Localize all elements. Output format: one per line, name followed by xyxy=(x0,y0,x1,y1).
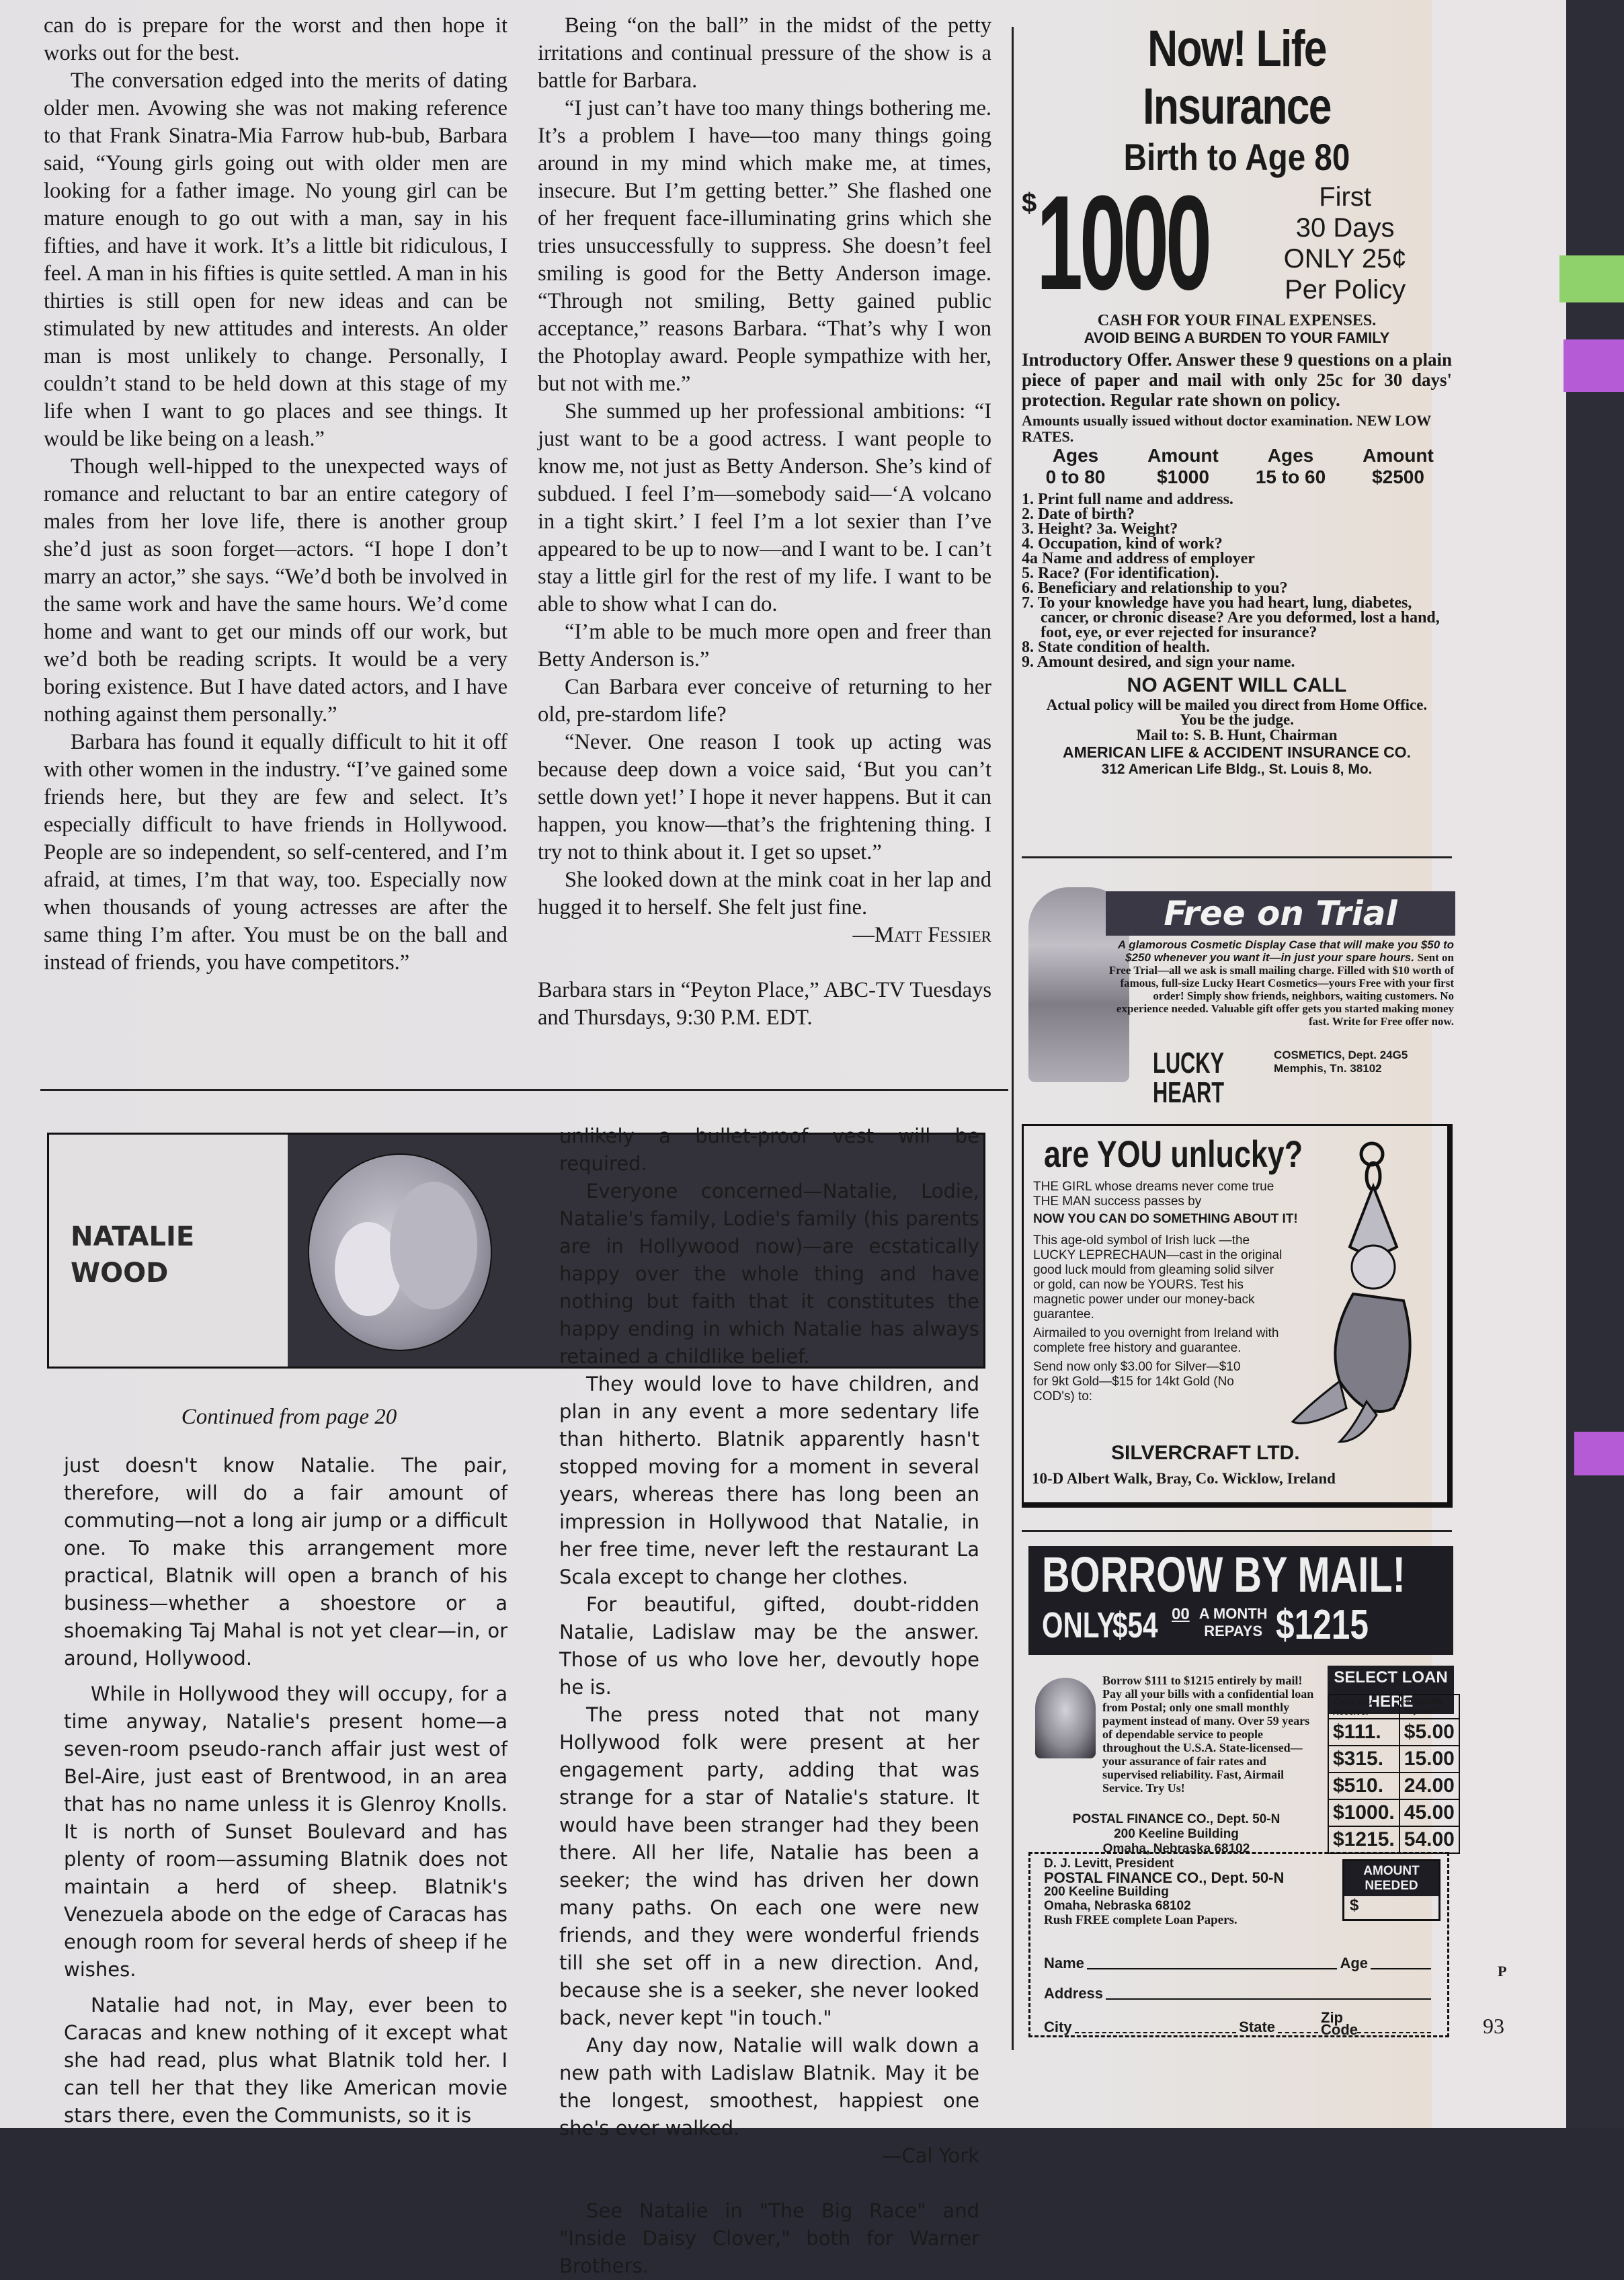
paragraph: Being “on the ball” in the midst of the petty irritations and continual pressure of the show is a battle for Barbara. xyxy=(538,13,991,93)
borrow-banner xyxy=(1028,1546,1453,1655)
ad-line: THE GIRL whose dreams never come true xyxy=(1033,1180,1274,1194)
address-field[interactable] xyxy=(1044,1985,1434,2002)
paragraph: just doesn't know Natalie. The pair, therefore, will do a fair amount of commuting—not a long air jump or a difficult one. To make this arrangement more practical, Blatnik will open a branch of his business—whether a shoestore or a shoemaking Taj Mahal is not yet clear—in, or around, Hollywood. xyxy=(64,1454,508,1670)
rates-header: Ages xyxy=(1267,445,1314,466)
intro-text: Introductory Offer. Answer these 9 questions on a plain piece of paper and mail with only 25c for 30 days' protection. Regular rate shown on policy. xyxy=(1022,350,1452,410)
coupon-request: Rush FREE complete Loan Papers. xyxy=(1044,1913,1237,1927)
cash-cell[interactable]: $510. xyxy=(1328,1773,1399,1799)
amount-needed-input[interactable] xyxy=(1344,1896,1438,1919)
age-label: Age xyxy=(1340,1955,1368,1971)
margin-mark: P xyxy=(1498,1963,1507,1980)
natalie-article-column-2 xyxy=(559,1123,979,2280)
mail-to: Mail to: S. B. Hunt, Chairman xyxy=(1136,727,1338,743)
only-label: ONLY xyxy=(1042,1605,1115,1645)
ad-paragraph: Send now only $3.00 for Silver—$10 for 9kt Gold—$15 for 14kt Gold (No COD's) to: xyxy=(1033,1360,1241,1403)
repays-label: REPAYS xyxy=(1204,1623,1263,1639)
questions-list xyxy=(1022,492,1452,669)
rates-header: Amount xyxy=(1363,445,1434,466)
lucky-heart-body: Sent on Free Trial—all we ask is small mailing charge. Filled with $10 worth of famous, full-size Lucky Heart Cosmetics—yours Free with your first order! Simply show friends, neighbors, waiting customers. No experience needed. Valuable gift offer gets you started making money fast. Write for Free offer now. xyxy=(1108,951,1454,1028)
leprechaun-ad xyxy=(1022,1124,1453,1508)
purple-sticky-tab-lower[interactable] xyxy=(1574,1432,1624,1475)
question: 9. Amount desired, and sign your name. xyxy=(1022,653,1295,671)
amount-needed-label: AMOUNT NEEDED xyxy=(1344,1861,1438,1896)
ad-divider xyxy=(1022,856,1452,858)
loan-option-row[interactable] xyxy=(1328,1719,1459,1746)
ad-paragraph: This age-old symbol of Irish luck —the LUCKY LEPRECHAUN—cast in the original good luck mould from gleaming solid silver or gold, can now be YOURS. Test his magnetic power under our money-back guarantee. xyxy=(1033,1233,1283,1321)
leprechaun-charm-icon xyxy=(1286,1139,1440,1449)
coupon-building: 200 Keeline Building xyxy=(1044,1885,1169,1899)
question: 5. Race? (For identification). xyxy=(1022,565,1219,582)
tagline: AVOID BEING A BURDEN TO YOUR FAMILY xyxy=(1084,329,1390,346)
header-name-line1: NATALIE xyxy=(71,1221,195,1252)
question: 6. Beneficiary and relationship to you? xyxy=(1022,579,1288,597)
paragraph: can do is prepare for the worst and then hope it works out for the best. xyxy=(44,13,508,65)
question: 3. Height? 3a. Weight? xyxy=(1022,520,1178,538)
loan-option-row[interactable] xyxy=(1328,1826,1459,1853)
question: 2. Date of birth? xyxy=(1022,505,1135,523)
loan-option-row[interactable] xyxy=(1328,1746,1459,1773)
tagline: CASH FOR YOUR FINAL EXPENSES. xyxy=(1097,312,1377,329)
footnote: See Natalie in "The Big Race" and "Inside Daisy Clover," both for Warner Brothers. xyxy=(559,2199,979,2277)
loan-coupon[interactable] xyxy=(1028,1852,1449,2037)
city-state-zip-field[interactable] xyxy=(1044,2009,1434,2038)
ad-headline: Now! Life Insurance xyxy=(1143,20,1331,135)
paragraph: Everyone concerned—Natalie, Lodie, Natalie's family, Lodie's family (his parents are in Hollywood now)—are ecstatically happy over the whole thing and have nothing but faith that it constitutes the happy ending in which Natalie has always retained a childlike belief. xyxy=(559,1180,979,1368)
company-name: AMERICAN LIFE & ACCIDENT INSURANCE CO. xyxy=(1063,743,1411,761)
offer-line: Per Policy xyxy=(1285,275,1406,304)
paragraph: While in Hollywood they will occupy, for a time anyway, Natalie's present home—a seven-room pseudo-ranch affair just west of Bel-Aire, just east of Brentwood, in an area that has no name unless it is Glenroy Knolls. It is north of Sunset Boulevard and has plenty of room—assuming Blatnik does not maintain a herd of sheep. Blatnik's Venezuela abode on the edge of Caracas has enough room for several herds of sheep if he wishes. xyxy=(64,1682,508,1981)
company-name: POSTAL FINANCE CO., Dept. 50-N xyxy=(1072,1812,1281,1826)
paragraph: “I just can’t have too many things bothering me. It’s a problem I have—too many things going around in my mind which make me, at times, insecure. But I’m getting better.” She flashed one of her frequent face-illuminating grins which she tries unsuccessfully to suppress. She doesn’t feel smiling is good for the Betty Anderson image. “Through not smiling, Betty gained public acceptance,” reasons Barbara. “That’s why I won the Photoplay award. People sympathize with her, but not with me.” xyxy=(538,96,991,396)
rates-header: Amount xyxy=(1147,445,1219,466)
cash-cell[interactable]: $1000. xyxy=(1328,1799,1399,1826)
company-city: Omaha, Nebraska 68102 xyxy=(1102,1842,1250,1856)
repays-amount: $1215 xyxy=(1275,1602,1369,1648)
dollar-sign: $ xyxy=(1022,188,1037,218)
company-address: 10-D Albert Walk, Bray, Co. Wicklow, Ireland xyxy=(1032,1470,1336,1487)
byline: —Matt Fessier xyxy=(852,923,991,947)
paragraph: Natalie had not, in May, ever been to Caracas and knew nothing of it except what she had read, plus what Blatnik told her. I can tell her that they like American movie stars there, even the Communists, so it is xyxy=(64,1994,508,2127)
lucky-heart-lead: A glamorous Cosmetic Display Case that will make you $50 to $250 whenever you want it—in just your spare hours. xyxy=(1117,938,1454,964)
zip-label: Zip Code xyxy=(1321,2009,1358,2038)
a-month-label: A MONTH xyxy=(1199,1605,1268,1622)
question: 7. To your knowledge have you had heart, lung, diabetes, cancer, or chronic disease? Are you deformed, lost a hand, foot, eye, or ever rejected for insurance? xyxy=(1022,594,1440,641)
continued-note: Continued from page 20 xyxy=(181,1405,397,1429)
ad-line: THE MAN success passes by xyxy=(1033,1194,1202,1209)
footnote: Barbara stars in “Peyton Place,” ABC-TV Tuesdays and Thursdays, 9:30 P.M. EDT. xyxy=(538,978,991,1030)
paragraph: Can Barbara ever conceive of returning to her old, pre-stardom life? xyxy=(538,675,991,727)
payment-cell: $5.00 xyxy=(1399,1719,1459,1746)
ad-paragraph: Airmailed to you overnight from Ireland with complete free history and guarantee. xyxy=(1033,1326,1279,1355)
ad-line-bold: NOW YOU CAN DO SOMETHING ABOUT IT! xyxy=(1033,1212,1298,1226)
lucky-heart-ad xyxy=(1022,867,1454,1109)
big-amount: 1000 xyxy=(1037,168,1209,318)
dollar-prefix: $ xyxy=(1350,1896,1359,1914)
borrow-by-mail-ad xyxy=(1022,1546,1455,2043)
question: 4. Occupation, kind of work? xyxy=(1022,535,1223,553)
paragraph: “I’m able to be much more open and freer than Betty Anderson is.” xyxy=(538,620,991,671)
paragraph: unlikely a bullet-proof vest will be required. xyxy=(559,1125,979,1175)
free-on-trial-banner: Free on Trial xyxy=(1106,891,1455,936)
rates-value: 15 to 60 xyxy=(1255,466,1326,487)
no-agent-notice: NO AGENT WILL CALL xyxy=(1127,674,1347,696)
question: 4a Name and address of employer xyxy=(1022,550,1255,567)
company-name: SILVERCRAFT LTD. xyxy=(1111,1442,1300,1464)
paragraph: Though well-hipped to the unexpected ways of romance and reluctant to bar an entire category of males from her love life, there is another group she’d just as soon forget—actors. “I hope I don’t marry an actor,” she says. “We’d both be involved in the same work and have the same hours. We’d come home and want to get our minds off our work, but we’d both be reading scripts. It would be a very boring existence. But I have dated actors, and I have nothing against them personally.” xyxy=(44,454,508,727)
life-insurance-ad xyxy=(1022,20,1452,778)
article-divider xyxy=(40,1089,1008,1091)
ad-subhead: Birth to Age 80 xyxy=(1123,136,1350,178)
paragraph: She looked down at the mink coat in her lap and hugged it to herself. She felt just fine. xyxy=(538,868,991,920)
offer-line: 30 Days xyxy=(1295,213,1395,243)
question: 8. State condition of health. xyxy=(1022,639,1211,656)
company-line: COSMETICS, Dept. 24G5 xyxy=(1274,1049,1408,1061)
coupon-company: POSTAL FINANCE CO., Dept. 50-N xyxy=(1044,1869,1285,1886)
rates-value: $1000 xyxy=(1157,466,1209,487)
loan-option-row[interactable] xyxy=(1328,1799,1459,1826)
payment-cell: 15.00 xyxy=(1399,1746,1459,1773)
table-header: 30 Monthly Payments xyxy=(1399,1695,1459,1719)
green-sticky-tab[interactable] xyxy=(1559,255,1624,302)
state-label: State xyxy=(1239,2019,1275,2035)
cash-cell[interactable]: $1215. xyxy=(1328,1826,1399,1853)
rates-value: 0 to 80 xyxy=(1045,466,1106,487)
borrow-body-text: Borrow $111 to $1215 entirely by mail! Pay all your bills with a confidential loan from Postal; only one small monthly payment instead of many. Over 59 years of dependable service to people throughout the U.S.A. State-licensed—your assurance of fair rates and supervised reliability. Fast, Airmail Service. Try Us! xyxy=(1102,1674,1314,1795)
paragraph: Any day now, Natalie will walk down a new path with Ladislaw Blatnik. May it be the longest, smoothest, happiest one she's ever walked. xyxy=(559,2034,979,2140)
name-label: Name xyxy=(1044,1955,1084,1971)
rates-note: Amounts usually issued without doctor examination. NEW LOW RATES. xyxy=(1022,412,1431,445)
name-field[interactable] xyxy=(1044,1955,1434,1972)
header-name-line2: WOOD xyxy=(71,1258,169,1289)
offer-line: First xyxy=(1319,182,1371,212)
address-label: Address xyxy=(1044,1985,1104,2002)
brand-name: LUCKY HEART xyxy=(1153,1047,1225,1109)
city-label: City xyxy=(1044,2019,1072,2035)
payment-cell: 45.00 xyxy=(1399,1799,1459,1826)
payment-cell: 54.00 xyxy=(1399,1826,1459,1853)
ad-divider xyxy=(1022,1530,1452,1532)
company-city: Memphis, Tn. 38102 xyxy=(1274,1062,1382,1075)
page-number: 93 xyxy=(1483,2014,1504,2038)
natalie-article-column-1 xyxy=(64,1452,508,2129)
background-surface xyxy=(1566,0,1624,2128)
monthly-cents: 00 xyxy=(1172,1605,1190,1623)
ad-headline: are YOU unlucky? xyxy=(1044,1133,1303,1175)
closing-text: Actual policy will be mailed you direct from Home Office. You be the judge. xyxy=(1046,696,1428,728)
rates-header: Ages xyxy=(1052,445,1099,466)
table-header: Cash You Receive! xyxy=(1328,1695,1399,1719)
monthly-amount: $54 xyxy=(1112,1605,1158,1645)
paragraph: The press noted that not many Hollywood folk were present at her engagement party, adding that was strange for a star of Natalie's stature. It would have been stranger had they been there. All her life, Natalie has been a seeker; the wind has driven her down many paths. On each one were new friends, and they were wonderful friends till she set off in a new direction. And, because she is a seeker, she never looked back, never kept "in touch." xyxy=(559,1703,979,2029)
loan-table xyxy=(1328,1694,1460,1854)
loan-option-row[interactable] xyxy=(1328,1773,1459,1799)
cash-cell[interactable]: $111. xyxy=(1328,1719,1399,1746)
company-address: 312 American Life Bldg., St. Louis 8, Mo. xyxy=(1101,762,1373,777)
offer-line: ONLY 25¢ xyxy=(1283,244,1407,274)
barbara-article-column-2 xyxy=(538,12,991,1032)
byline: —Cal York xyxy=(882,2144,979,2167)
ad-headline: BORROW BY MAIL! xyxy=(1042,1547,1406,1602)
coupon-president: D. J. Levitt, President xyxy=(1044,1857,1174,1871)
select-loan-label: SELECT LOAN HERE xyxy=(1328,1666,1454,1714)
paragraph: She summed up her professional ambitions: “I just want to be a good actress. I want people to know me, not just as Betty Anderson. She’s kind of subdued. I feel I’m—somebody said—‘A volcano in a tight skirt.’ I feel I’m a lot sexier than I’ve appeared to be up to now—and I want to be. I can’t stay a little girl for the rest of my life. I want to be able to show what I can do. xyxy=(538,399,991,616)
coupon-city: Omaha, Nebraska 68102 xyxy=(1044,1899,1191,1913)
rates-value: $2500 xyxy=(1372,466,1424,487)
oval-portrait xyxy=(308,1153,492,1351)
paragraph: “Never. One reason I took up acting was because deep down a voice said, ‘But you can’t settle down yet!’ I hope it never happens. But it can happen, you know—that’s the frightening thing. I try not to think about it. I get so upset.” xyxy=(538,730,991,864)
question: 1. Print full name and address. xyxy=(1022,491,1233,508)
cash-cell[interactable]: $315. xyxy=(1328,1746,1399,1773)
paragraph: The conversation edged into the merits of dating older men. Avowing she was not making reference to that Frank Sinatra-Mia Farrow hub-bub, Barbara said, “Young girls going out with older men are looking for a father image. No young girl can be mature enough to go out with a man, say in his fifties, and have it work. It’s a little bit ridiculous, I feel. A man in his fifties is quite settled. A man in his thirties is still open for new ideas and can be stimulated by new attitudes and interests. An older man is most unlikely to change. Personally, I couldn’t stand to be held down at this stage of my life when I want to go places and see things. It would be like being on a leash.” xyxy=(44,69,508,451)
company-building: 200 Keeline Building xyxy=(1114,1827,1239,1841)
column-divider xyxy=(1012,27,1014,2050)
paragraph: Barbara has found it equally difficult to hit it off with other women in the industry. “I’ve gained some friends here, but they are few and select. It’s especially difficult to have friends in Hollywood. People are so independent, so self-centered, and I’m afraid, at times, I’m that way, too. Especially now when thousands of young actresses are after the same thing I’m after. You must be on the ball and instead of friends, you have competitors.” xyxy=(44,730,508,975)
barbara-article-column-1 xyxy=(44,12,508,977)
paragraph: For beautiful, gifted, doubt-ridden Natalie, Ladislaw may be the answer. Those of us who love her, devoutly hope he is. xyxy=(559,1593,979,1699)
purple-sticky-tab-upper[interactable] xyxy=(1564,339,1624,392)
paragraph: They would love to have children, and plan in any event a more sedentary life than hitherto. Blatnik apparently hasn't stopped moving for a moment in several years, whereas there has long been an impression in Hollywood that Natalie, in her free time, never left the restaurant La Scala except to change her clothes. xyxy=(559,1373,979,1588)
payment-cell: 24.00 xyxy=(1399,1773,1459,1799)
